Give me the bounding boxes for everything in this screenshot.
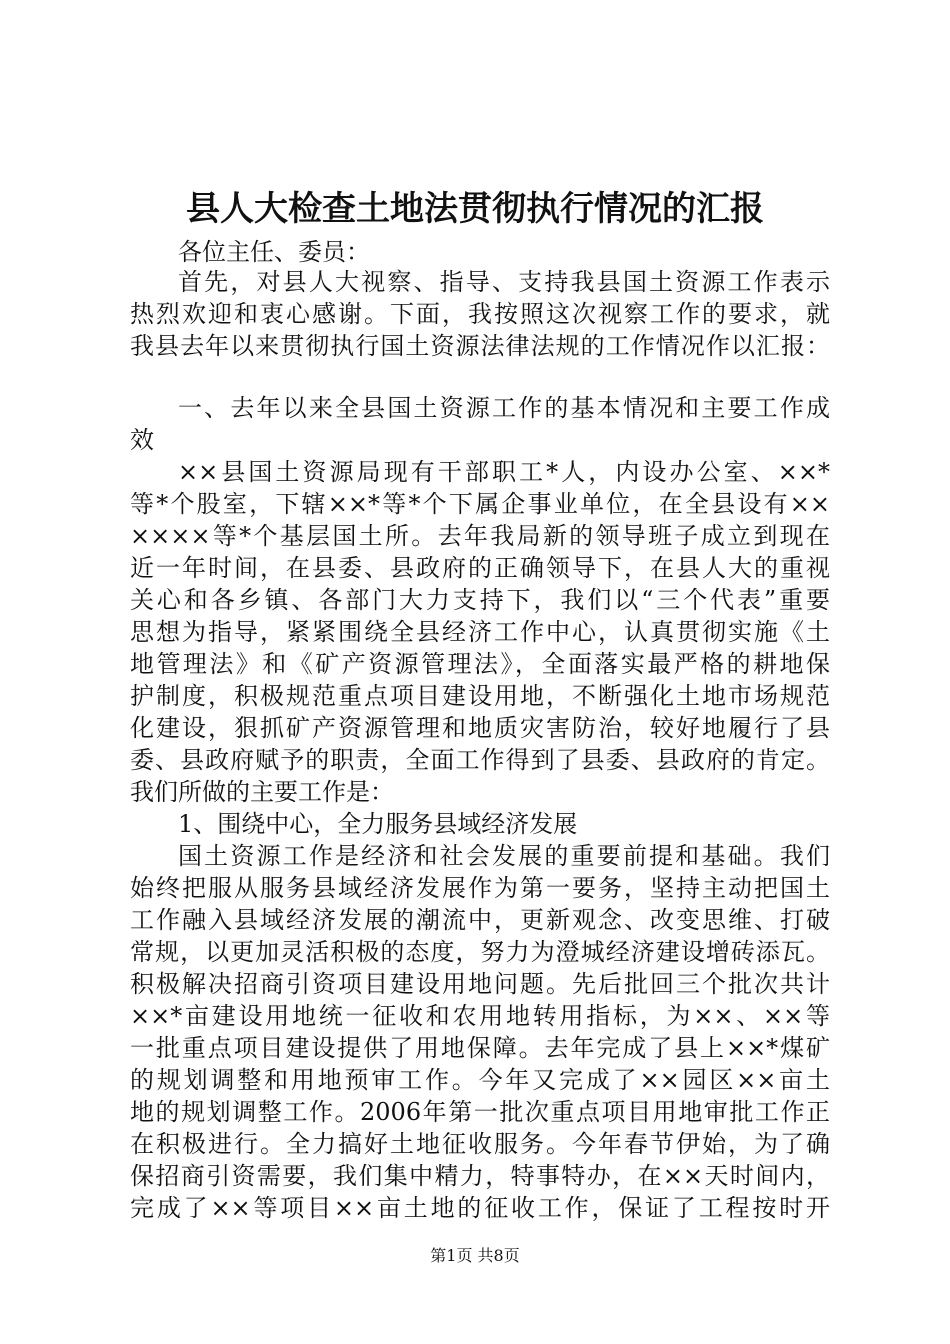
paragraph-line: 护制度，积极规范重点项目建设用地，不断强化土地市场规范: [130, 682, 830, 710]
paragraph-line: 我县去年以来贯彻执行国土资源法律法规的工作情况作以汇报：: [130, 332, 830, 360]
paragraph-line: 工作融入县域经济发展的潮流中，更新观念、改变思维、打破: [130, 906, 830, 934]
paragraph-line: 在积极进行。全力搞好土地征收服务。今年春节伊始，为了确: [130, 1130, 830, 1158]
paragraph-line: 地管理法》和《矿产资源管理法》，全面落实最严格的耕地保: [130, 650, 830, 678]
paragraph-line: ××县国土资源局现有干部职工*人，内设办公室、××*: [178, 458, 830, 486]
paragraph-line: 始终把服从服务县域经济发展作为第一要务，坚持主动把国土: [130, 874, 830, 902]
paragraph-line: 思想为指导，紧紧围绕全县经济工作中心，认真贯彻实施《土: [130, 618, 830, 646]
paragraph-line: 近一年时间，在县委、县政府的正确领导下，在县人大的重视: [130, 554, 830, 582]
paragraph-line: 等*个股室，下辖××*等*个下属企事业单位，在全县设有××: [130, 490, 830, 518]
document-title: 县人大检查土地法贯彻执行情况的汇报: [186, 189, 764, 229]
subsection-heading: 1、围绕中心，全力服务县域经济发展: [178, 810, 578, 838]
paragraph-line: 完成了××等项目××亩土地的征收工作，保证了工程按时开: [130, 1194, 830, 1222]
paragraph-line: 热烈欢迎和衷心感谢。下面，我按照这次视察工作的要求，就: [130, 300, 830, 328]
paragraph-line: 首先，对县人大视察、指导、支持我县国土资源工作表示: [178, 268, 830, 296]
paragraph-line: 地的规划调整工作。2006年第一批次重点项目用地审批工作正: [130, 1098, 830, 1126]
paragraph-line: 保招商引资需要，我们集中精力，特事特办，在××天时间内，: [130, 1162, 830, 1190]
paragraph-line: 委、县政府赋予的职责，全面工作得到了县委、县政府的肯定。: [130, 746, 830, 774]
paragraph-line: 关心和各乡镇、各部门大力支持下，我们以“三个代表”重要: [130, 586, 830, 614]
paragraph-line: 一批重点项目建设提供了用地保障。去年完成了县上××*煤矿: [130, 1034, 830, 1062]
paragraph-line: 积极解决招商引资项目建设用地问题。先后批回三个批次共计: [130, 970, 830, 998]
paragraph-line: ××*亩建设用地统一征收和农用地转用指标，为××、××等: [130, 1002, 830, 1030]
section-heading: 一、去年以来全县国土资源工作的基本情况和主要工作成: [178, 394, 830, 422]
paragraph-line: ××××等*个基层国土所。去年我局新的领导班子成立到现在: [130, 522, 830, 550]
paragraph-line: 常规，以更加灵活积极的态度，努力为澄城经济建设增砖添瓦。: [130, 938, 830, 966]
paragraph-line: 国土资源工作是经济和社会发展的重要前提和基础。我们: [178, 842, 830, 870]
section-heading: 效: [130, 426, 154, 454]
paragraph-line: 的规划调整和用地预审工作。今年又完成了××园区××亩土: [130, 1066, 830, 1094]
salutation: 各位主任、委员：: [178, 238, 370, 266]
page-number-footer: 第1页 共8页: [430, 1246, 520, 1265]
paragraph-line: 化建设，狠抓矿产资源管理和地质灾害防治，较好地履行了县: [130, 714, 830, 742]
paragraph-line: 我们所做的主要工作是：: [130, 778, 394, 806]
